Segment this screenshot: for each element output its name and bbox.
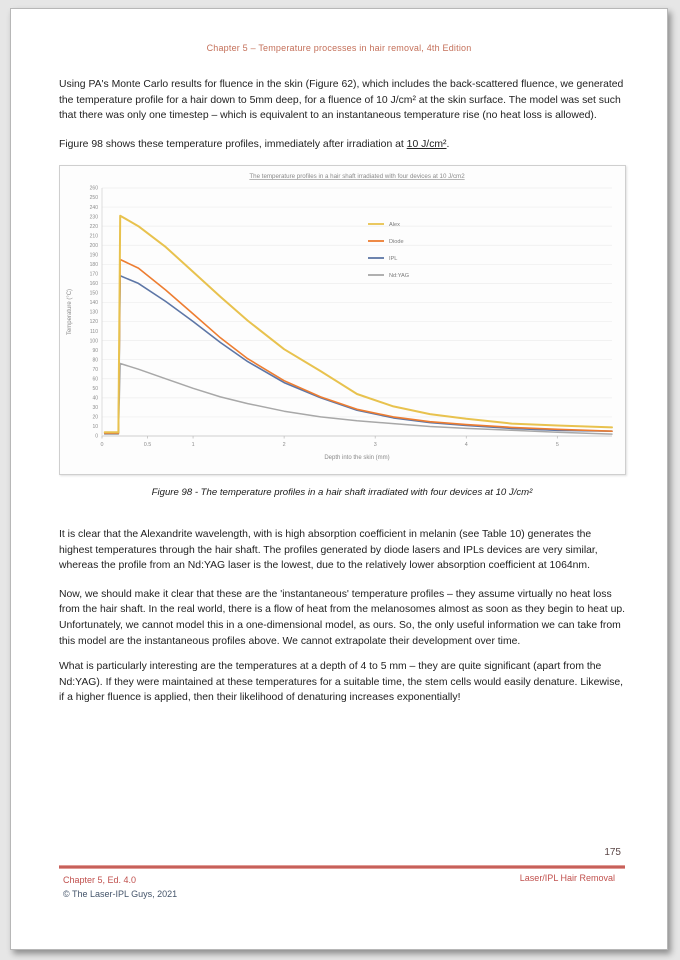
svg-text:80: 80: [92, 357, 98, 364]
svg-text:0: 0: [100, 442, 104, 449]
running-header: Chapter 5 – Temperature processes in hair removal, 4th Edition: [206, 43, 472, 53]
fluence-link[interactable]: 10 J/cm²: [406, 138, 447, 150]
svg-text:Nd:YAG: Nd:YAG: [389, 273, 410, 280]
svg-text:110: 110: [90, 329, 98, 336]
svg-text:0.5: 0.5: [143, 442, 152, 449]
svg-text:120: 120: [89, 319, 98, 326]
figure-ref-text: Figure 98 shows these temperature profiles, immediately after irradiation at: [59, 138, 407, 150]
svg-text:260: 260: [89, 186, 98, 193]
document-page: [10, 8, 668, 950]
figure-caption: Figure 98 - The temperature profiles in a hair shaft irradiated with four devices at 10 J/cm²: [151, 487, 533, 499]
svg-text:250: 250: [89, 195, 98, 202]
paragraph-depth-discussion: What is particularly interesting are the temperatures at a depth of 4 to 5 mm – they are quite significant (apart from the Nd:YAG). If they were maintained at these temperatures for a suitable time, the stem cells would easily denature. Likewise, if a higher fluence is applied, then their likelihood of denaturing increases exponentially!: [59, 661, 624, 704]
temperature-profile-chart: [59, 165, 626, 475]
svg-text:30: 30: [92, 405, 98, 412]
figure-ref-period: .: [446, 138, 450, 150]
svg-text:70: 70: [92, 367, 98, 374]
svg-text:The temperature profiles in a: The temperature profiles in a hair shaft irradiated with four devices at 10 J/cm2: [249, 173, 465, 181]
footer-rule: [59, 865, 625, 869]
svg-text:160: 160: [89, 281, 98, 288]
svg-text:210: 210: [89, 233, 98, 240]
page-number: 175: [604, 847, 621, 858]
svg-text:90: 90: [92, 348, 98, 355]
svg-text:Depth into the skin (mm): Depth into the skin (mm): [324, 455, 390, 462]
footer-copyright: © The Laser-IPL Guys, 2021: [63, 889, 178, 899]
svg-text:Alex: Alex: [389, 222, 400, 229]
svg-text:230: 230: [89, 214, 98, 221]
svg-text:4: 4: [464, 442, 468, 449]
svg-text:1: 1: [191, 442, 195, 449]
svg-text:20: 20: [92, 414, 98, 421]
svg-text:130: 130: [89, 310, 98, 317]
paragraph-intro: Using PA's Monte Carlo results for fluence in the skin (Figure 62), which includes the back-scattered fluence, we generated the temperature profile for a hair down to 5mm deep, for a fluence of 10 J/cm² at the skin surface. The model was set such that there was only one timestep – which is equivalent to an instantaneous temperature rise (no heat loss is allowed).: [59, 79, 624, 122]
svg-text:140: 140: [89, 300, 98, 307]
svg-text:180: 180: [89, 262, 98, 269]
svg-text:190: 190: [89, 252, 98, 259]
paragraph-figure-ref: [59, 137, 625, 153]
svg-text:2: 2: [282, 442, 286, 449]
svg-text:5: 5: [555, 442, 559, 449]
svg-text:3: 3: [373, 442, 377, 449]
svg-text:10: 10: [92, 424, 98, 431]
paragraph-analysis: It is clear that the Alexandrite wavelength, with is high absorption coefficient in melanin (see Table 10) generates the highest temperatures through the hair shaft. The profiles generated by diode lasers and IPLs devices are very similar, whereas the profile from an Nd:YAG laser is the lowest, due to the relatively lower absorption coefficient at 1064nm.: [59, 528, 598, 572]
svg-text:240: 240: [89, 205, 98, 212]
svg-text:0: 0: [95, 434, 98, 441]
chart-canvas: [60, 166, 625, 474]
footer-left: [63, 873, 177, 901]
svg-text:100: 100: [89, 338, 98, 345]
svg-text:60: 60: [92, 376, 98, 383]
page-content: [59, 77, 625, 719]
svg-text:200: 200: [89, 243, 98, 250]
svg-text:40: 40: [92, 395, 98, 402]
footer-book-title: Laser/IPL Hair Removal: [519, 873, 615, 883]
svg-text:Temperature (°C): Temperature (°C): [67, 289, 73, 336]
svg-text:IPL: IPL: [389, 256, 398, 263]
svg-text:220: 220: [89, 224, 98, 231]
paragraph-instantaneous: Now, we should make it clear that these are the 'instantaneous' temperature profiles – they assume virtually no heat loss from the hair shaft. In the real world, there is a flow of heat from the melanosomes almost as soon as they begin to heat up. Unfortunately, we cannot model this in a one-dimensional model, as ours. So, the only useful information we can take from this model are the instantaneous profiles above. We cannot extrapolate their development over time.: [59, 588, 626, 647]
footer-chapter-edition: Chapter 5, Ed. 4.0: [63, 875, 137, 885]
svg-text:Diode: Diode: [389, 239, 404, 246]
svg-text:170: 170: [89, 271, 98, 278]
svg-text:150: 150: [89, 290, 98, 297]
svg-text:50: 50: [92, 386, 98, 393]
